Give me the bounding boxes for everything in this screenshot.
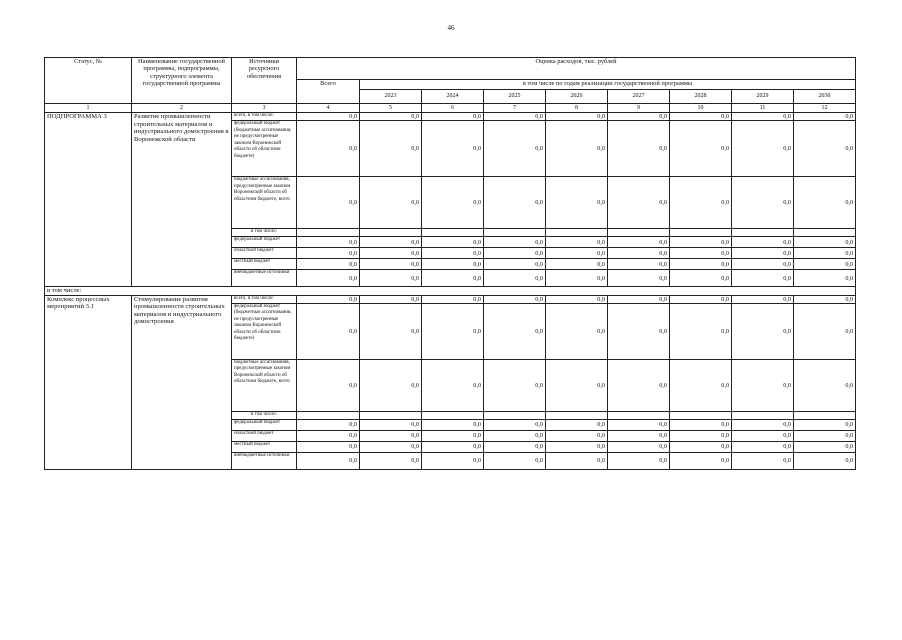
- row-source: федеральный бюджет (бюджетные ассигнования, не предусмотренные законом Воронежской области об областном бюджете): [232, 303, 297, 359]
- value-cell: [670, 411, 732, 419]
- value-cell: 0,0: [794, 113, 856, 121]
- value-cell: 0,0: [484, 113, 546, 121]
- value-cell: 0,0: [546, 295, 608, 303]
- value-cell: [670, 229, 732, 237]
- value-cell: 0,0: [608, 441, 670, 452]
- row-source: федеральный бюджет: [232, 419, 297, 430]
- value-cell: 0,0: [794, 177, 856, 229]
- value-cell: 0,0: [360, 259, 422, 270]
- column-number: 4: [297, 104, 360, 113]
- value-cell: 0,0: [297, 295, 360, 303]
- value-cell: 0,0: [608, 452, 670, 469]
- table-header: [45, 58, 856, 113]
- value-cell: 0,0: [360, 419, 422, 430]
- value-cell: 0,0: [670, 177, 732, 229]
- value-cell: 0,0: [297, 177, 360, 229]
- value-cell: 0,0: [608, 248, 670, 259]
- row-source: в том числе:: [232, 229, 297, 237]
- row-source: федеральный бюджет (бюджетные ассигнования, не предусмотренные законом Воронежской области об областном бюджете): [232, 121, 297, 177]
- value-cell: 0,0: [546, 419, 608, 430]
- value-cell: 0,0: [732, 295, 794, 303]
- value-cell: 0,0: [484, 303, 546, 359]
- value-cell: 0,0: [794, 270, 856, 287]
- header-sources: Источники ресурсного обеспечения: [232, 58, 297, 104]
- value-cell: 0,0: [670, 303, 732, 359]
- value-cell: 0,0: [670, 359, 732, 411]
- value-cell: 0,0: [297, 441, 360, 452]
- value-cell: 0,0: [670, 237, 732, 248]
- section-label: в том числе:: [45, 287, 856, 296]
- row-source: местный бюджет: [232, 441, 297, 452]
- row-source: внебюджетные источники: [232, 452, 297, 469]
- column-number: 9: [608, 104, 670, 113]
- value-cell: 0,0: [422, 237, 484, 248]
- value-cell: 0,0: [360, 359, 422, 411]
- value-cell: 0,0: [422, 121, 484, 177]
- value-cell: 0,0: [670, 121, 732, 177]
- value-cell: 0,0: [670, 113, 732, 121]
- value-cell: 0,0: [297, 303, 360, 359]
- value-cell: 0,0: [732, 113, 794, 121]
- value-cell: [732, 229, 794, 237]
- value-cell: 0,0: [297, 259, 360, 270]
- header-name: Наименование государственной программы, подпрограммы, структурного элемента государственной программы: [132, 58, 232, 104]
- value-cell: [794, 229, 856, 237]
- value-cell: 0,0: [297, 121, 360, 177]
- value-cell: 0,0: [360, 248, 422, 259]
- value-cell: 0,0: [670, 430, 732, 441]
- header-year: 2024: [422, 90, 484, 104]
- value-cell: [546, 411, 608, 419]
- column-number: 3: [232, 104, 297, 113]
- header-year: 2025: [484, 90, 546, 104]
- value-cell: 0,0: [422, 419, 484, 430]
- value-cell: 0,0: [422, 259, 484, 270]
- column-number: 2: [132, 104, 232, 113]
- value-cell: 0,0: [732, 359, 794, 411]
- value-cell: 0,0: [670, 441, 732, 452]
- value-cell: 0,0: [546, 121, 608, 177]
- value-cell: 0,0: [422, 441, 484, 452]
- header-year: 2029: [732, 90, 794, 104]
- table-row: [45, 295, 856, 303]
- row-source: внебюджетные источники: [232, 270, 297, 287]
- value-cell: 0,0: [794, 419, 856, 430]
- value-cell: 0,0: [794, 452, 856, 469]
- row-source: в том числе:: [232, 411, 297, 419]
- column-number: 11: [732, 104, 794, 113]
- value-cell: [297, 229, 360, 237]
- value-cell: 0,0: [670, 295, 732, 303]
- header-year: 2026: [546, 90, 608, 104]
- value-cell: [360, 411, 422, 419]
- value-cell: [608, 411, 670, 419]
- header-year: 2023: [360, 90, 422, 104]
- row-source: бюджетные ассигнования, предусмотренные законом Воронежской области об областном бюджете, всего: [232, 177, 297, 229]
- value-cell: 0,0: [608, 113, 670, 121]
- value-cell: 0,0: [484, 177, 546, 229]
- value-cell: [732, 411, 794, 419]
- value-cell: 0,0: [794, 237, 856, 248]
- column-number: 12: [794, 104, 856, 113]
- value-cell: 0,0: [794, 359, 856, 411]
- column-number: 1: [45, 104, 132, 113]
- value-cell: [422, 229, 484, 237]
- value-cell: 0,0: [297, 113, 360, 121]
- header-by-years: в том числе по годам реализации государственной программы: [360, 80, 856, 90]
- value-cell: 0,0: [608, 177, 670, 229]
- value-cell: 0,0: [608, 270, 670, 287]
- value-cell: 0,0: [360, 303, 422, 359]
- value-cell: [297, 411, 360, 419]
- value-cell: [546, 229, 608, 237]
- value-cell: 0,0: [484, 237, 546, 248]
- row-source: всего, в том числе:: [232, 295, 297, 303]
- budget-table: [44, 57, 856, 470]
- value-cell: 0,0: [484, 248, 546, 259]
- value-cell: 0,0: [360, 295, 422, 303]
- header-year: 2028: [670, 90, 732, 104]
- value-cell: 0,0: [484, 419, 546, 430]
- value-cell: 0,0: [794, 259, 856, 270]
- value-cell: 0,0: [608, 359, 670, 411]
- value-cell: 0,0: [360, 237, 422, 248]
- page-number: 46: [447, 24, 455, 32]
- value-cell: 0,0: [484, 359, 546, 411]
- value-cell: 0,0: [546, 248, 608, 259]
- value-cell: 0,0: [794, 430, 856, 441]
- table-body: [45, 113, 856, 470]
- value-cell: 0,0: [608, 430, 670, 441]
- value-cell: 0,0: [670, 419, 732, 430]
- header-total: Всего: [297, 80, 360, 104]
- row-source: областной бюджет: [232, 248, 297, 259]
- value-cell: 0,0: [484, 452, 546, 469]
- value-cell: 0,0: [608, 237, 670, 248]
- value-cell: 0,0: [422, 359, 484, 411]
- table-row: [45, 113, 856, 121]
- section-label-row: [45, 287, 856, 296]
- value-cell: 0,0: [546, 177, 608, 229]
- value-cell: 0,0: [732, 259, 794, 270]
- value-cell: 0,0: [297, 248, 360, 259]
- header-year: 2027: [608, 90, 670, 104]
- value-cell: 0,0: [546, 113, 608, 121]
- value-cell: 0,0: [608, 419, 670, 430]
- value-cell: 0,0: [546, 430, 608, 441]
- value-cell: 0,0: [608, 295, 670, 303]
- value-cell: 0,0: [297, 452, 360, 469]
- value-cell: 0,0: [794, 303, 856, 359]
- value-cell: 0,0: [422, 295, 484, 303]
- value-cell: 0,0: [546, 303, 608, 359]
- value-cell: 0,0: [794, 248, 856, 259]
- value-cell: 0,0: [546, 452, 608, 469]
- row-name: Стимулирование развития промышленности строительных материалов и индустриального домостроения: [132, 295, 232, 469]
- value-cell: 0,0: [360, 113, 422, 121]
- value-cell: 0,0: [297, 237, 360, 248]
- value-cell: 0,0: [360, 121, 422, 177]
- row-name: Развитие промышленности строительных материалов и индустриального домостроения в Воронежской области: [132, 113, 232, 287]
- value-cell: 0,0: [484, 430, 546, 441]
- value-cell: 0,0: [546, 270, 608, 287]
- value-cell: 0,0: [732, 121, 794, 177]
- value-cell: 0,0: [297, 270, 360, 287]
- column-number: 7: [484, 104, 546, 113]
- value-cell: 0,0: [422, 248, 484, 259]
- value-cell: 0,0: [608, 259, 670, 270]
- value-cell: [422, 411, 484, 419]
- value-cell: 0,0: [484, 295, 546, 303]
- value-cell: 0,0: [546, 359, 608, 411]
- value-cell: 0,0: [360, 270, 422, 287]
- column-number: 5: [360, 104, 422, 113]
- row-status: ПОДПРОГРАММА 3: [45, 113, 132, 287]
- value-cell: 0,0: [794, 121, 856, 177]
- value-cell: 0,0: [422, 270, 484, 287]
- value-cell: 0,0: [360, 452, 422, 469]
- value-cell: 0,0: [670, 259, 732, 270]
- value-cell: 0,0: [608, 303, 670, 359]
- value-cell: 0,0: [546, 259, 608, 270]
- value-cell: 0,0: [484, 441, 546, 452]
- value-cell: 0,0: [422, 430, 484, 441]
- value-cell: 0,0: [422, 452, 484, 469]
- value-cell: 0,0: [608, 121, 670, 177]
- value-cell: 0,0: [484, 259, 546, 270]
- value-cell: [360, 229, 422, 237]
- value-cell: 0,0: [732, 430, 794, 441]
- value-cell: 0,0: [360, 177, 422, 229]
- value-cell: 0,0: [732, 177, 794, 229]
- header-year: 2030: [794, 90, 856, 104]
- value-cell: 0,0: [732, 237, 794, 248]
- value-cell: 0,0: [732, 452, 794, 469]
- value-cell: 0,0: [297, 359, 360, 411]
- column-number-row: [45, 104, 856, 113]
- value-cell: 0,0: [297, 430, 360, 441]
- value-cell: 0,0: [732, 441, 794, 452]
- value-cell: 0,0: [732, 270, 794, 287]
- value-cell: 0,0: [794, 295, 856, 303]
- row-status: Комплекс процессных мероприятий 3.1: [45, 295, 132, 469]
- header-estimate: Оценка расходов, тыс. рублей: [297, 58, 856, 80]
- value-cell: 0,0: [297, 419, 360, 430]
- value-cell: [484, 411, 546, 419]
- value-cell: 0,0: [422, 177, 484, 229]
- row-source: бюджетные ассигнования, предусмотренные законом Воронежской области об областном бюджете, всего: [232, 359, 297, 411]
- value-cell: 0,0: [732, 419, 794, 430]
- value-cell: 0,0: [670, 248, 732, 259]
- value-cell: 0,0: [422, 303, 484, 359]
- value-cell: 0,0: [732, 303, 794, 359]
- column-number: 10: [670, 104, 732, 113]
- value-cell: 0,0: [670, 270, 732, 287]
- row-source: местный бюджет: [232, 259, 297, 270]
- value-cell: 0,0: [360, 430, 422, 441]
- value-cell: [608, 229, 670, 237]
- value-cell: 0,0: [794, 441, 856, 452]
- row-source: всего, в том числе:: [232, 113, 297, 121]
- value-cell: 0,0: [360, 441, 422, 452]
- value-cell: 0,0: [546, 237, 608, 248]
- column-number: 8: [546, 104, 608, 113]
- value-cell: 0,0: [422, 113, 484, 121]
- value-cell: [484, 229, 546, 237]
- value-cell: 0,0: [670, 452, 732, 469]
- row-source: областной бюджет: [232, 430, 297, 441]
- row-source: федеральный бюджет: [232, 237, 297, 248]
- value-cell: 0,0: [732, 248, 794, 259]
- value-cell: 0,0: [484, 270, 546, 287]
- value-cell: 0,0: [484, 121, 546, 177]
- value-cell: [794, 411, 856, 419]
- value-cell: 0,0: [546, 441, 608, 452]
- header-status: Статус, №: [45, 58, 132, 104]
- column-number: 6: [422, 104, 484, 113]
